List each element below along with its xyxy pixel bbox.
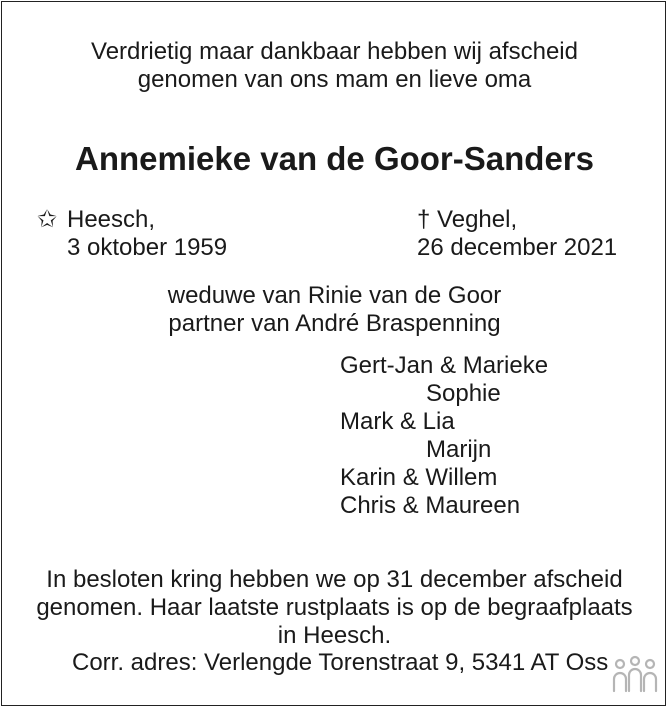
birth-date: 3 oktober 1959 xyxy=(67,234,228,261)
closing-text xyxy=(0,566,669,650)
relation-line: weduwe van Rinie van de Goor xyxy=(167,282,502,309)
intro-line: Verdrietig maar dankbaar hebben wij afscheid xyxy=(91,38,578,65)
closing-line: In besloten kring hebben we op 31 december afscheid xyxy=(46,566,623,593)
closing-line: in Heesch. xyxy=(277,622,392,649)
death-info xyxy=(417,206,617,262)
family-member: Sophie xyxy=(426,380,501,407)
birth-info xyxy=(37,206,227,262)
deceased-name: Annemieke van de Goor-Sanders xyxy=(75,140,594,177)
birth-place: Heesch, xyxy=(67,206,156,233)
intro-text xyxy=(0,38,669,94)
family-member: Gert-Jan & Marieke xyxy=(340,352,549,379)
closing-line: genomen. Haar laatste rustplaats is op de begraafplaats xyxy=(36,594,633,621)
family-member: Chris & Maureen xyxy=(340,492,521,519)
relation-line: partner van André Braspenning xyxy=(168,310,501,337)
family-member: Karin & Willem xyxy=(340,464,498,491)
death-date: 26 december 2021 xyxy=(417,234,618,261)
correspondence-address: Corr. adres: Verlengde Torenstraat 9, 5341 AT Oss xyxy=(72,649,609,676)
family-member: Marijn xyxy=(426,436,492,463)
star-icon: ✩ xyxy=(37,206,58,233)
cross-icon: † xyxy=(417,206,431,233)
intro-line: genomen van ons mam en lieve oma xyxy=(137,66,532,93)
family-list xyxy=(340,352,548,520)
death-place: Veghel, xyxy=(437,206,518,233)
relations xyxy=(0,282,669,338)
family-member: Mark & Lia xyxy=(340,408,455,435)
family-group-icon xyxy=(611,655,659,695)
